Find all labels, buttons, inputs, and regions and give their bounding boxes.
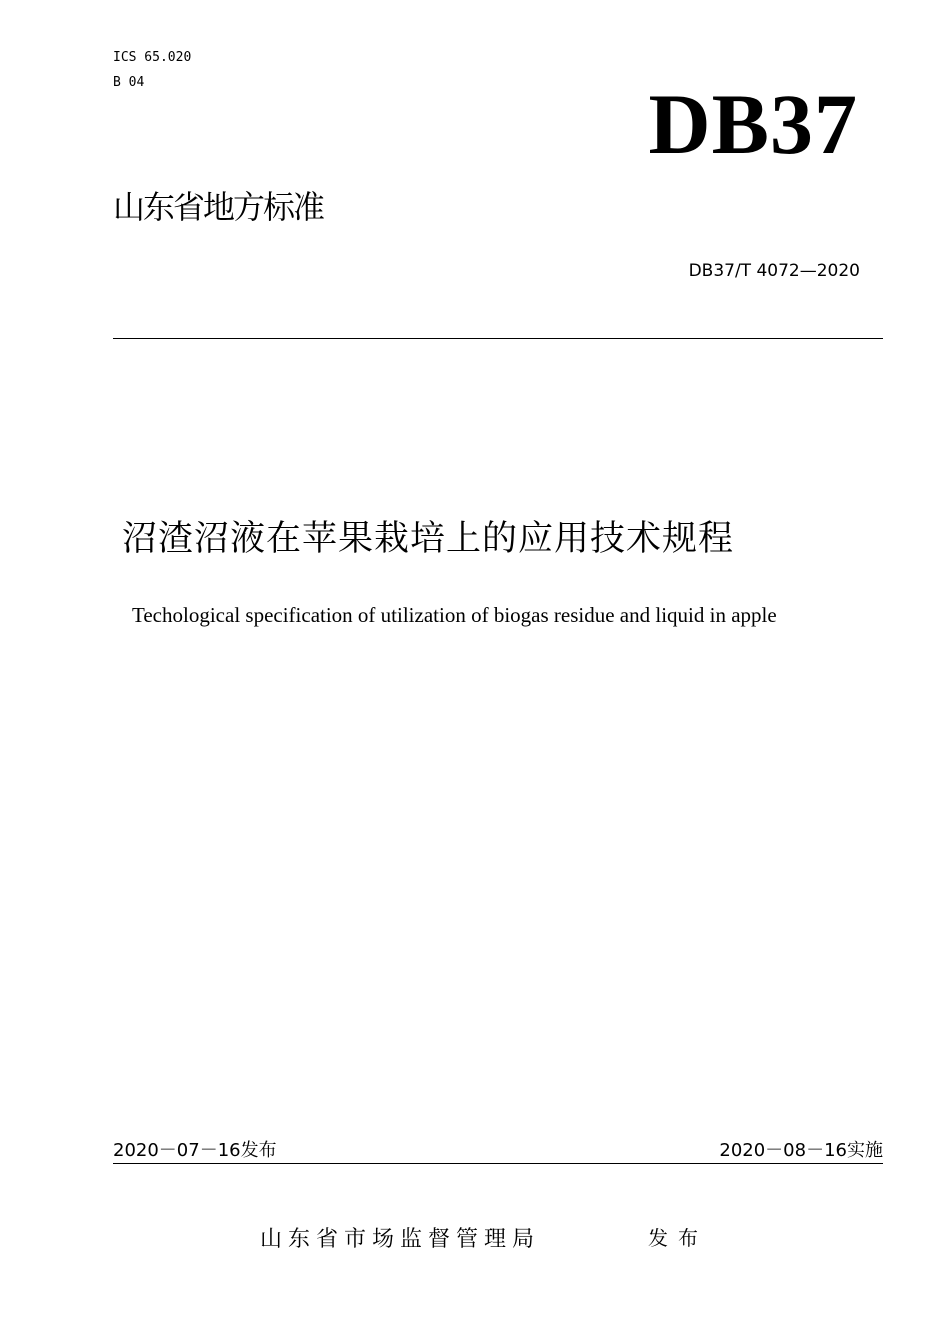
title-chinese: 沼渣沼液在苹果栽培上的应用技术规程 xyxy=(122,519,735,559)
db-mark: DB37 xyxy=(648,76,858,172)
standard-number: DB37/T 4072—2020 xyxy=(688,261,860,281)
title-english: Techological specification of utilization of biogas residue and liquid in apple xyxy=(132,603,777,627)
publish-label: 发布 xyxy=(648,1226,708,1250)
implementation-date: 2020－08－16实施 xyxy=(719,1140,883,1161)
bottom-divider xyxy=(113,1163,883,1164)
classification-code: B 04 xyxy=(113,75,145,90)
standard-type: 山东省地方标准 xyxy=(113,188,324,226)
publisher-name: 山东省市场监督管理局 xyxy=(260,1227,541,1252)
ics-code: ICS 65.020 xyxy=(113,50,192,65)
issue-date: 2020－07－16发布 xyxy=(113,1140,277,1161)
top-divider xyxy=(113,338,883,339)
